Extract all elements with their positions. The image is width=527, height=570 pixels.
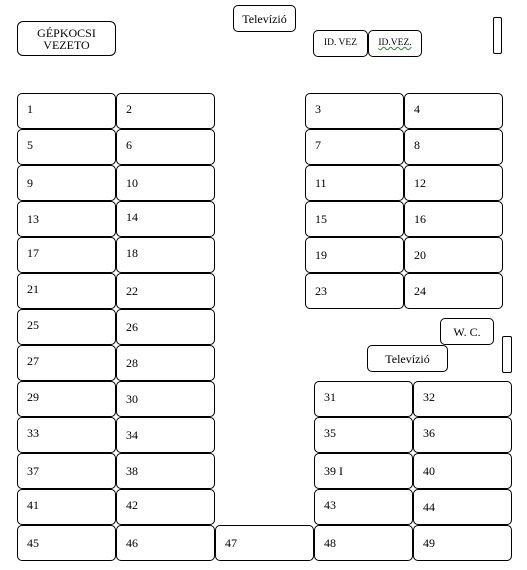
seat-8[interactable]: 8 [404, 129, 503, 165]
seat-34[interactable]: 34 [116, 417, 215, 453]
seat-26[interactable]: 26 [116, 309, 215, 345]
seat-17[interactable]: 17 [17, 237, 116, 273]
seat-49[interactable]: 49 [413, 525, 512, 561]
seat-41[interactable]: 41 [17, 489, 116, 525]
seat-39[interactable]: 39 I [314, 453, 413, 489]
seat-33[interactable]: 33 [17, 417, 116, 453]
seat-38[interactable]: 38 [116, 453, 215, 489]
seat-22[interactable]: 22 [116, 273, 215, 309]
seat-35[interactable]: 35 [314, 417, 413, 453]
seat-6[interactable]: 6 [116, 129, 215, 165]
tv-top[interactable]: Televízió [233, 5, 296, 32]
seat-37[interactable]: 37 [17, 453, 116, 489]
seat-47[interactable]: 47 [215, 525, 314, 561]
seat-48[interactable]: 48 [314, 525, 413, 561]
seat-1[interactable]: 1 [17, 93, 116, 129]
seat-23[interactable]: 23 [305, 273, 404, 309]
seat-25[interactable]: 25 [17, 309, 116, 345]
seat-42[interactable]: 42 [116, 489, 215, 525]
seat-18[interactable]: 18 [116, 237, 215, 273]
seat-45[interactable]: 45 [17, 525, 116, 561]
seat-10[interactable]: 10 [116, 165, 215, 201]
seat-4[interactable]: 4 [404, 93, 503, 129]
seat-5[interactable]: 5 [17, 129, 116, 165]
seat-15[interactable]: 15 [305, 201, 404, 237]
seat-20[interactable]: 20 [404, 237, 503, 273]
seat-36[interactable]: 36 [413, 417, 512, 453]
guide-seat-1[interactable]: ID. VEZ [313, 30, 368, 57]
seat-2[interactable]: 2 [116, 93, 215, 129]
seat-21[interactable]: 21 [17, 273, 116, 309]
seat-13[interactable]: 13 [17, 201, 116, 237]
seat-40[interactable]: 40 [413, 453, 512, 489]
seat-9[interactable]: 9 [17, 165, 116, 201]
seat-7[interactable]: 7 [305, 129, 404, 165]
door-marker-mid [502, 336, 512, 373]
seat-16[interactable]: 16 [404, 201, 503, 237]
seat-14[interactable]: 14 [116, 201, 215, 237]
tv-mid[interactable]: Televízió [367, 345, 448, 372]
driver-label: GÉPKOCSI VEZETO [37, 25, 96, 52]
seat-24[interactable]: 24 [404, 273, 503, 309]
driver-seat[interactable] [17, 21, 116, 56]
seat-31[interactable]: 31 [314, 381, 413, 417]
wc-box[interactable]: W. C. [440, 318, 494, 345]
seat-19[interactable]: 19 [305, 237, 404, 273]
seat-46[interactable]: 46 [116, 525, 215, 561]
seat-11[interactable]: 11 [305, 165, 404, 201]
seat-32[interactable]: 32 [413, 381, 512, 417]
guide-seat-2[interactable]: ID.VEZ. [368, 30, 422, 57]
seat-28[interactable]: 28 [116, 345, 215, 381]
seat-3[interactable]: 3 [305, 93, 404, 129]
seat-27[interactable]: 27 [17, 345, 116, 381]
seat-44[interactable]: 44 [413, 489, 512, 525]
door-marker-top [493, 17, 502, 54]
seat-30[interactable]: 30 [116, 381, 215, 417]
seat-43[interactable]: 43 [314, 489, 413, 525]
seat-12[interactable]: 12 [404, 165, 503, 201]
seat-29[interactable]: 29 [17, 381, 116, 417]
